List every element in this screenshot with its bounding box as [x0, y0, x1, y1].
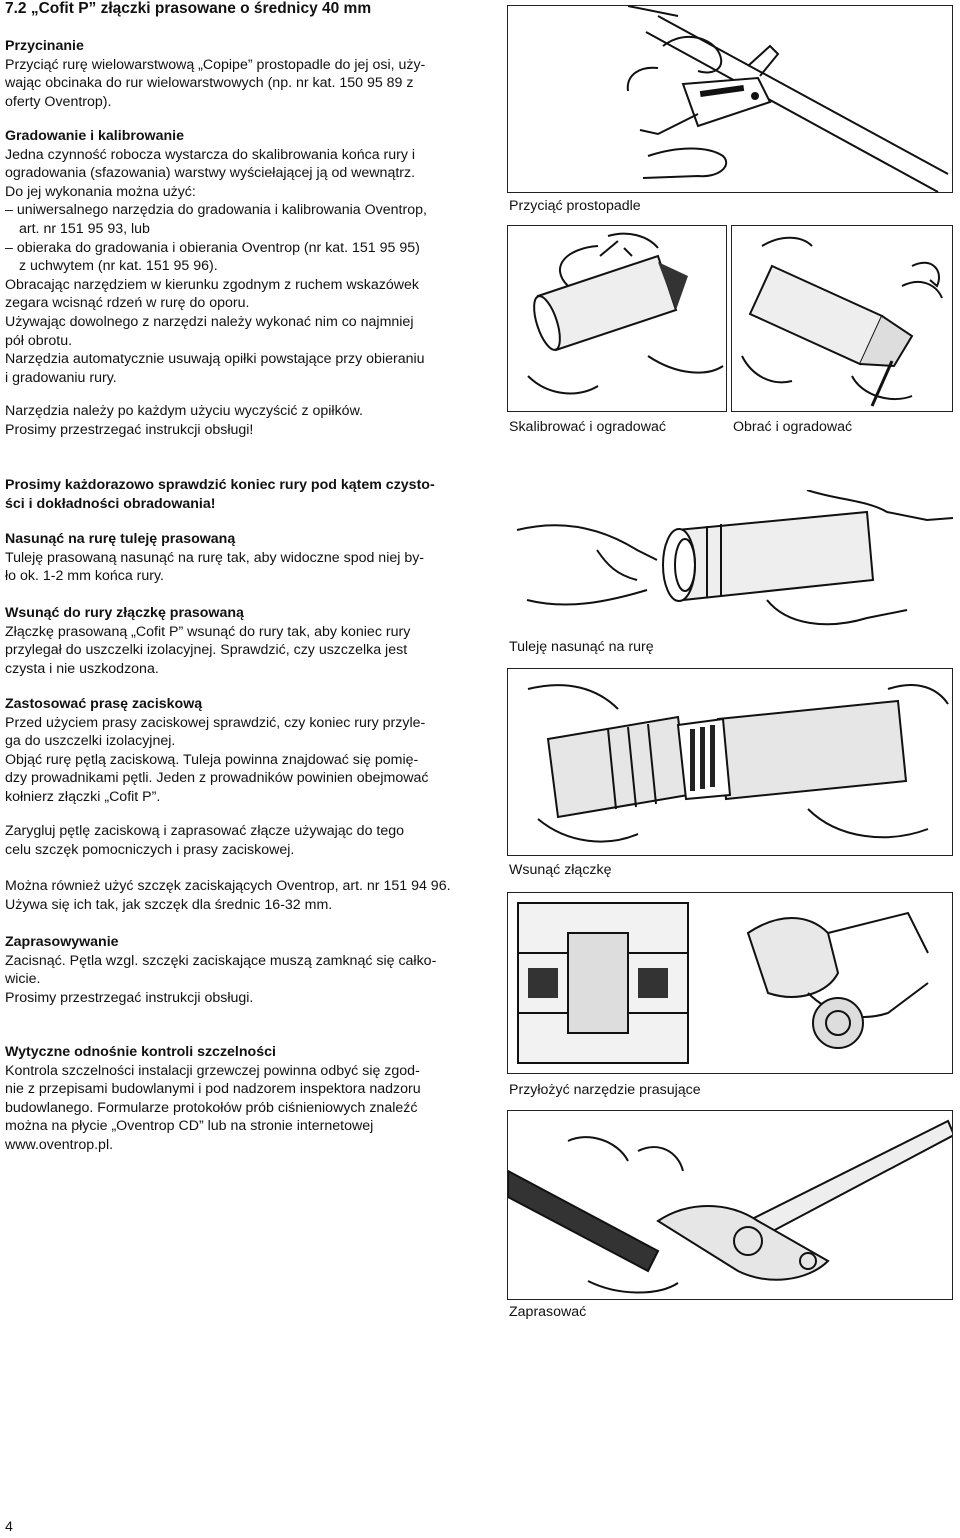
text-line: Używa się ich tak, jak szczęk dla średnic 16-32 mm. [5, 896, 333, 913]
illustration-cut [507, 5, 953, 193]
section-insert [5, 604, 463, 678]
text-line: z uchwytem (nr kat. 151 95 96). [19, 258, 218, 275]
illustration-strip [731, 225, 953, 412]
text-line: Zacisnąć. Pętla wzgl. szczęki zaciskające muszą zamknąć się całko- [5, 952, 437, 969]
text-line: – obieraka do gradowania i obierania Oventrop (nr kat. 151 95 95) [5, 239, 420, 256]
page-number: 4 [5, 1519, 13, 1535]
text-line: Tuleję prasowaną nasunąć na rurę tak, aby widoczne spod niej by- [5, 549, 425, 566]
alt-jaws-note [5, 877, 463, 914]
illustration-press [507, 1110, 953, 1300]
section-pressing [5, 933, 463, 1007]
section-sleeve [5, 530, 463, 586]
text-line: kołnierz złączki „Cofit P”. [5, 788, 161, 805]
text-line: Przed użyciem prasy zaciskowej sprawdzić, czy koniec rury przyle- [5, 714, 426, 731]
text-line: budowlanego. Formularze protokołów prób ciśnieniowych znaleźć [5, 1099, 418, 1116]
caption-insert: Wsunąć złączkę [509, 862, 612, 878]
text-line: Zarygluj pętlę zaciskową i zaprasować złącze używając do tego [5, 823, 405, 839]
section-cutting [5, 37, 463, 111]
text-line: i gradowaniu rury. [5, 369, 117, 386]
text-line: – uniwersalnego narzędzia do gradowania i kalibrowania Oventrop, [5, 202, 427, 219]
section-press-tool [5, 695, 463, 807]
section-title: Wytyczne odnośnie kontroli szczelności [5, 1044, 276, 1060]
section-deburring [5, 127, 463, 387]
text-line: oferty Oventrop). [5, 93, 112, 110]
lock-note [5, 822, 463, 859]
text-line: Prosimy przestrzegać instrukcji obsługi. [5, 989, 254, 1006]
text-line: Kontrola szczelności instalacji grzewczej powinna odbyć się zgod- [5, 1062, 420, 1079]
section-tightness [5, 1043, 463, 1155]
check-note [5, 476, 463, 513]
text-line: pół obrotu. [5, 332, 73, 349]
text-line: ga do uszczelki izolacyjnej. [5, 733, 176, 750]
text-line: art. nr 151 95 93, lub [19, 220, 150, 237]
text-line: Narzędzia należy po każdym użyciu wyczyścić z opiłków. [5, 403, 363, 419]
text-line: wając obcinaka do rur wielowarstwowych (np. nr kat. 150 95 89 z [5, 75, 414, 92]
text-line: nie z przepisami budowlanymi i pod nadzorem inspektora nadzoru [5, 1081, 421, 1098]
caption-calibrate: Skalibrować i ogradować [509, 419, 666, 435]
text-line: Używając dowolnego z narzędzi należy wykonać nim co najmniej [5, 313, 414, 330]
illustration-apply [507, 892, 953, 1074]
text-line: zegara wcisnąć rdzeń w rurę do oporu. [5, 295, 250, 312]
illustration-calibrate [507, 225, 727, 412]
text-line: ści i dokładności obradowania! [5, 495, 216, 512]
text-line: ogradowania (sfazowania) warstwy wyściełającej ją od wewnątrz. [5, 165, 416, 182]
text-line: Prosimy przestrzegać instrukcji obsługi! [5, 421, 254, 438]
text-line: dzy prowadnikami pętli. Jeden z prowadników powinien obejmować [5, 770, 429, 787]
text-line: Jedna czynność robocza wystarcza do skalibrowania końca rury i [5, 146, 416, 163]
caption-apply: Przyłożyć narzędzie prasujące [509, 1082, 701, 1098]
text-line: można na płycie „Oventrop CD” lub na stronie internetowej [5, 1118, 374, 1135]
caption-press: Zaprasować [509, 1304, 587, 1320]
illustration-insert [507, 668, 953, 856]
cleaning-note [5, 402, 463, 439]
caption-cut: Przyciąć prostopadle [509, 198, 641, 214]
text-line: www.oventrop.pl. [5, 1136, 114, 1153]
caption-strip: Obrać i ogradować [733, 419, 853, 435]
text-line: Złączkę prasowaną „Cofit P” wsunąć do rury tak, aby koniec rury [5, 623, 411, 640]
text-line: Przyciąć rurę wielowarstwową „Copipe” prostopadle do jej osi, uży- [5, 56, 426, 73]
text-line: czysta i nie uszkodzona. [5, 660, 159, 677]
text-line: Narzędzia automatycznie usuwają opiłki powstające przy obieraniu [5, 351, 425, 368]
illustration-sleeve [507, 490, 953, 638]
page-heading: 7.2 „Cofit P” złączki prasowane o średnicy 40 mm [5, 0, 372, 17]
text-line: przylegał do uszczelki izolacyjnej. Sprawdzić, czy uszczelka jest [5, 642, 408, 659]
text-line: ło ok. 1-2 mm końca rury. [5, 568, 164, 585]
text-line: Prosimy każdorazowo sprawdzić koniec rury pod kątem czysto- [5, 477, 435, 493]
section-title: Nasunąć na rurę tuleję prasowaną [5, 531, 236, 547]
section-title: Przycinanie [5, 38, 84, 54]
section-title: Wsunąć do rury złączkę prasowaną [5, 605, 244, 621]
text-line: wicie. [5, 971, 41, 988]
section-title: Zastosować prasę zaciskową [5, 696, 203, 712]
section-title: Zaprasowywanie [5, 934, 119, 950]
text-line: celu szczęk pomocniczych i prasy zaciskowej. [5, 841, 295, 858]
text-line: Obracając narzędziem w kierunku zgodnym z ruchem wskazówek [5, 276, 419, 293]
section-title: Gradowanie i kalibrowanie [5, 128, 184, 144]
text-line: Objąć rurę pętlą zaciskową. Tuleja powinna znajdować się pomię- [5, 751, 419, 768]
caption-sleeve: Tuleję nasunąć na rurę [509, 639, 654, 655]
text-line: Do jej wykonania można użyć: [5, 183, 196, 200]
text-line: Można również użyć szczęk zaciskających Oventrop, art. nr 151 94 96. [5, 878, 451, 894]
